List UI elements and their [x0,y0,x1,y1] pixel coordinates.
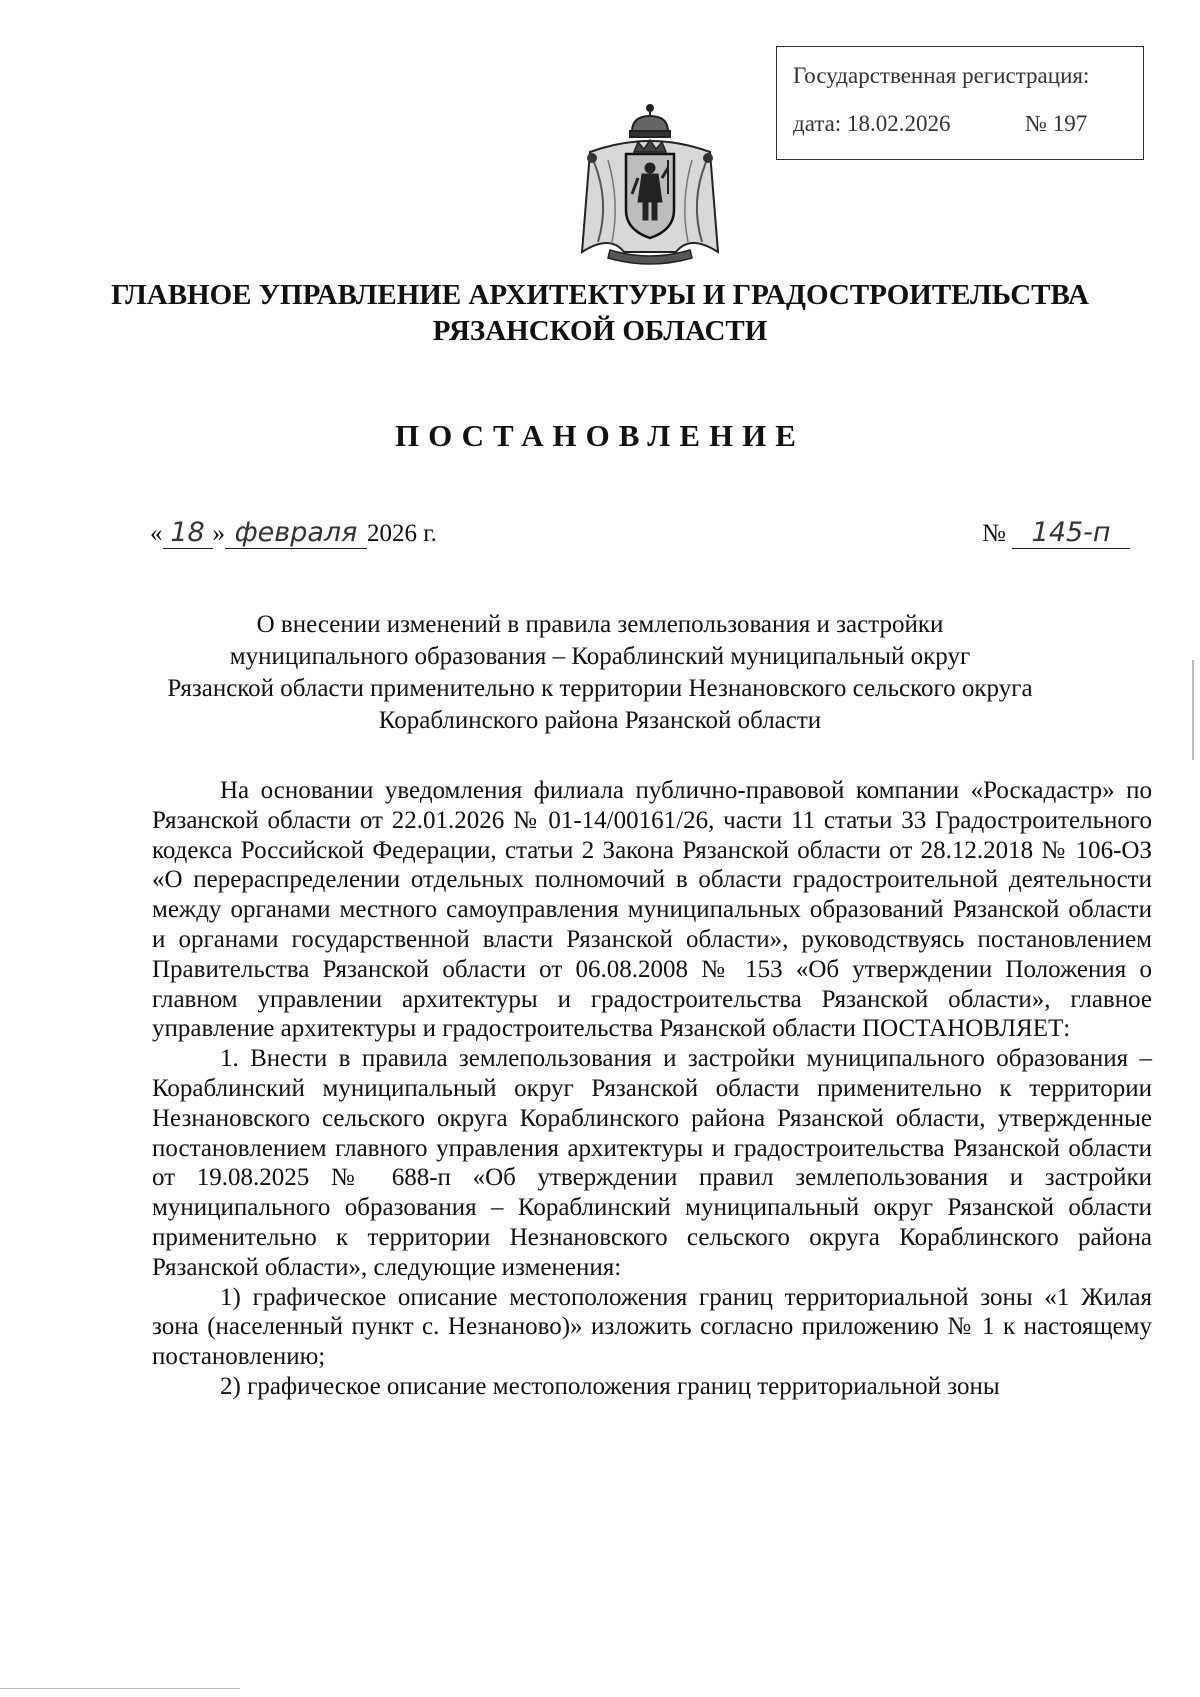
registration-number: № 197 [1025,111,1088,136]
scan-edge-mark [0,1688,240,1689]
subject-line: О внесении изменений в правила землепользования и застройки [256,611,944,638]
body-paragraph: 1. Внести в правила землепользования и застройки муниципального образования – Кораблинский муниципальный округ Рязанской области применительно к территории Незнановского сельского округа Кораблинского района Рязанской области, утвержденные постановлением главного управления архитектуры и градостроительства Рязанской области от 19.08.2025 № 688-п «Об утверждении правил землепользования и застройки муниципального образования – Кораблинский муниципальный округ Рязанской области применительно к территории Незнановского сельского округа Кораблинского района Рязанской области», следующие изменения: [152,1045,1152,1281]
document-subject [140,609,1060,737]
organization-name-line1: ГЛАВНОЕ УПРАВЛЕНИЕ АРХИТЕКТУРЫ И ГРАДОСТРОИТЕЛЬСТВА [111,279,1089,311]
date-open-quote: « [150,520,163,547]
date-year: 2026 г. [367,520,437,547]
subject-line: муниципального образования – Кораблинский муниципальный округ [229,643,971,670]
registration-title: Государственная регистрация: [793,63,1090,88]
document-date [150,518,437,549]
registration-stamp [776,46,1144,160]
body-paragraph: На основании уведомления филиала публично-правовой компании «Роскадастр» по Рязанской области от 22.01.2026 № 01-14/00161/26, части 11 статьи 33 Градостроительного кодекса Российской Федерации, статьи 2 Закона Рязанской области от 28.12.2018 № 106-ОЗ «О перераспределении отдельных полномочий в области градостроительной деятельности между органами местного самоуправления муниципальных образований Рязанской области и органами государственной власти Рязанской области», руководствуясь постановлением Правительства Рязанской области от 06.08.2008 № 153 «Об утверждении Положения о главном управлении архитектуры и градостроительства Рязанской области», главное управление архитектуры и градостроительства Рязанской области ПОСТАНОВЛЯЕТ: [152,777,1152,1043]
document-number [982,518,1130,549]
document-body [152,776,1152,1402]
scan-edge-mark [1192,660,1194,760]
document-type-title: ПОСТАНОВЛЕНИЕ [395,418,805,453]
subject-line: Кораблинского района Рязанской области [378,707,822,734]
body-paragraph: 1) графическое описание местоположения границ территориальной зоны «1 Жилая зона (населенный пункт с. Незнаново)» изложить согласно приложению № 1 к настоящему постановлению; [152,1283,1152,1371]
organization-name-line2: РЯЗАНСКОЙ ОБЛАСТИ [432,315,768,347]
subject-line: Рязанской области применительно к территории Незнановского сельского округа [167,675,1033,702]
handwritten-day: 18 [163,518,213,549]
date-close-quote: » [212,520,225,547]
number-sign: № [982,520,1006,547]
body-paragraph: 2) графическое описание местоположения границ территориальной зоны [220,1372,1000,1400]
handwritten-month: февраля [225,518,367,549]
handwritten-number: 145-п [1012,518,1130,549]
ryazan-coat-of-arms-icon [580,102,720,266]
registration-date: дата: 18.02.2026 [793,111,951,136]
